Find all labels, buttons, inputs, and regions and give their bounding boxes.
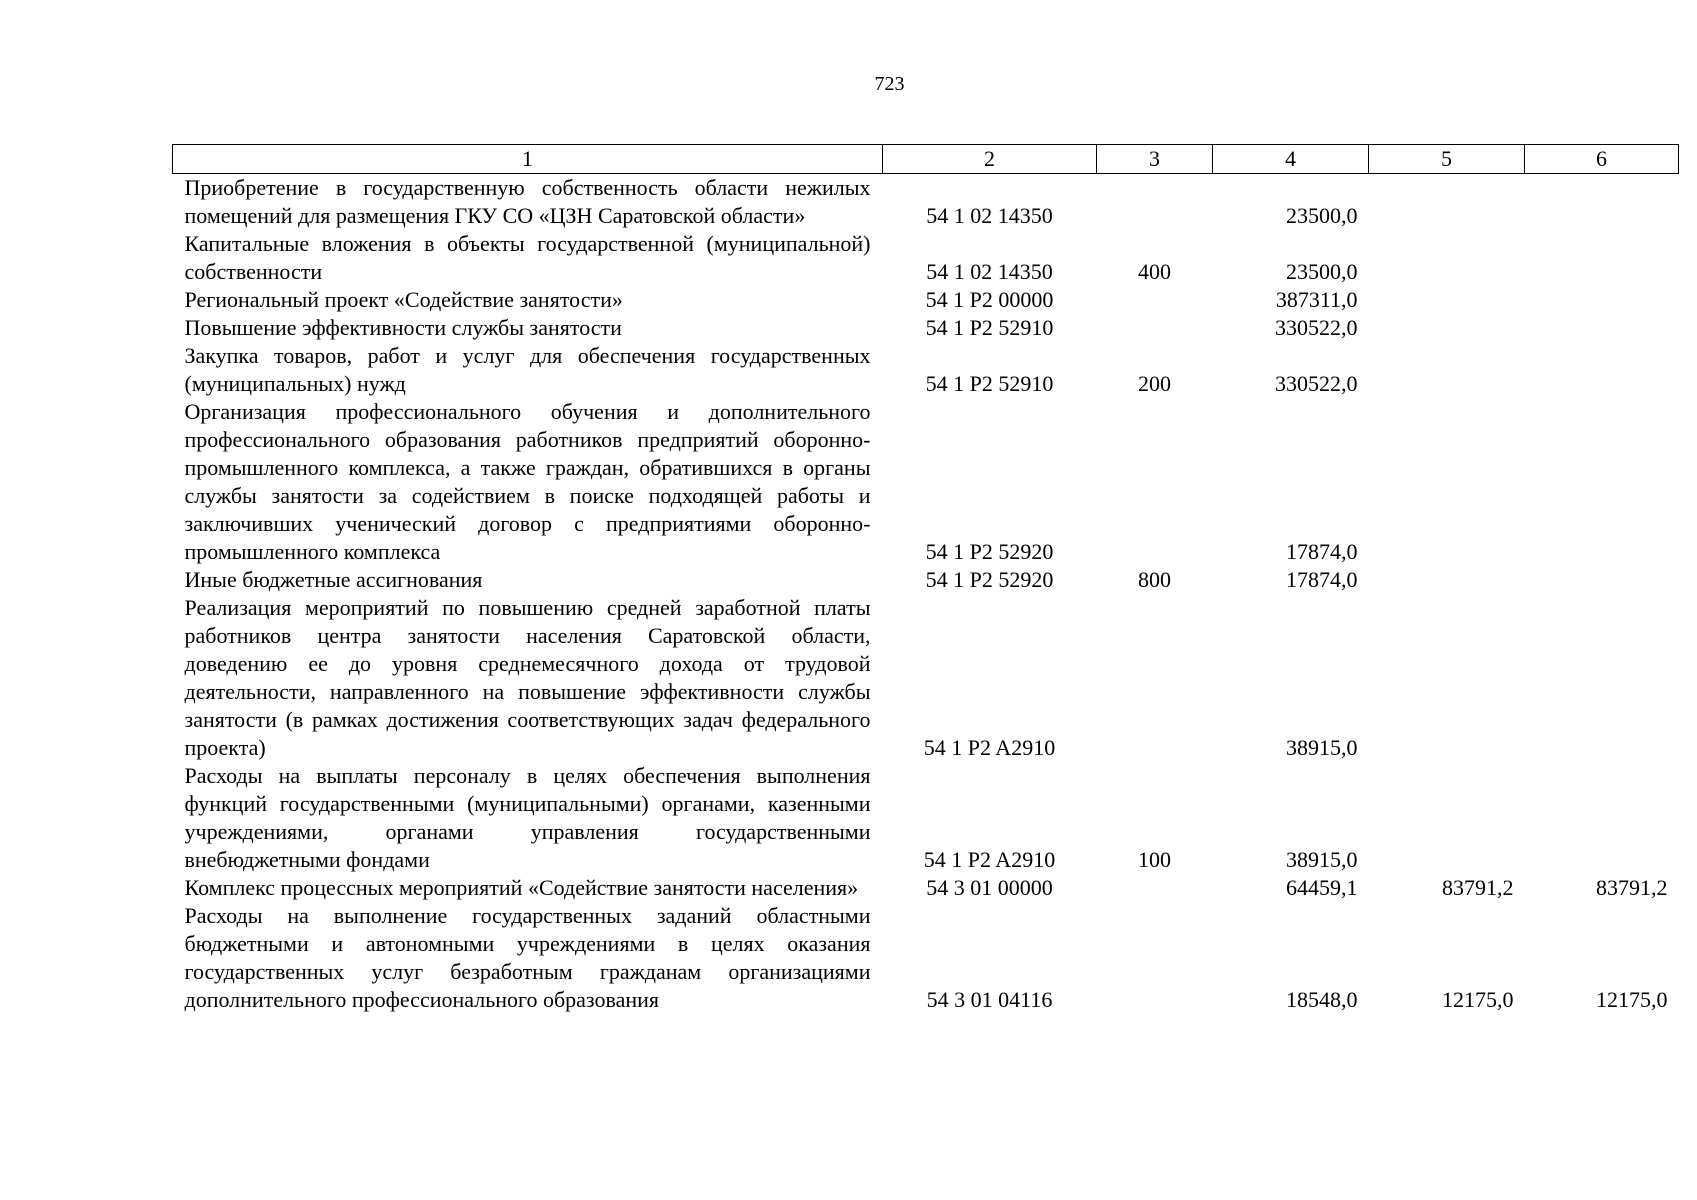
row-name: Реализация мероприятий по повышению средней заработной платы работников центра занятости населения Саратовской области, доведению ее до уровня среднемесячного дохода от трудовой деятельности, направленного на повышение эффективности службы занятости (в рамках достижения соответствующих задач федерального проекта) <box>184 595 871 760</box>
row-code: 54 1 P2 52920 <box>925 567 1054 592</box>
row-name: Расходы на выплаты персоналу в целях обеспечения выполнения функций государственными (муниципальными) органами, казенными учреждениями, органами управления государственными внебюджетными фондами <box>184 763 871 872</box>
row-value-1: 330522,0 <box>1275 371 1358 396</box>
row-name: Капитальные вложения в объекты государственной (муниципальной) собственности <box>184 231 871 284</box>
row-value-1: 387311,0 <box>1275 287 1358 312</box>
column-header-4: 4 <box>1213 145 1369 174</box>
row-value-1: 38915,0 <box>1286 735 1358 760</box>
row-value-1: 23500,0 <box>1286 259 1358 284</box>
row-code: 54 1 P2 52910 <box>925 371 1054 396</box>
table-row <box>173 314 1679 342</box>
row-value-3 <box>1525 762 1679 874</box>
table-row <box>173 594 1679 762</box>
table-row <box>173 174 1679 231</box>
row-code: 54 1 P2 A2910 <box>923 735 1056 760</box>
row-name: Повышение эффективности службы занятости <box>184 315 622 340</box>
row-type <box>1097 594 1213 762</box>
row-value-2: 83791,2 <box>1442 875 1514 900</box>
row-value-2 <box>1369 230 1525 286</box>
table-row <box>173 398 1679 566</box>
table-row <box>173 230 1679 286</box>
row-value-1: 38915,0 <box>1286 847 1358 872</box>
column-header-5: 5 <box>1369 145 1525 174</box>
row-value-2: 12175,0 <box>1442 987 1514 1012</box>
column-header-1: 1 <box>173 145 883 174</box>
row-code: 54 1 P2 00000 <box>925 287 1054 312</box>
row-name: Организация профессионального обучения и дополнительного профессионального образования работников предприятий оборонно-промышленного комплекса, а также граждан, обратившихся в органы службы занятости за содействием в поиске подходящей работы и заключивших ученический договор с предприятиями оборонно-промышленного комплекса <box>184 399 871 564</box>
row-value-2 <box>1369 566 1525 594</box>
row-value-1: 18548,0 <box>1286 987 1358 1012</box>
row-value-3 <box>1525 286 1679 314</box>
row-type <box>1097 874 1213 902</box>
row-value-3: 12175,0 <box>1596 987 1668 1012</box>
table-row <box>173 286 1679 314</box>
row-code: 54 1 P2 52920 <box>925 539 1054 564</box>
budget-table <box>172 144 1679 1014</box>
row-type <box>1097 398 1213 566</box>
row-value-3 <box>1525 594 1679 762</box>
row-name: Иные бюджетные ассигнования <box>184 567 483 592</box>
row-code: 54 3 01 00000 <box>926 875 1053 900</box>
row-code: 54 3 01 04116 <box>926 987 1053 1012</box>
row-name: Комплекс процессных мероприятий «Содействие занятости населения» <box>184 875 859 900</box>
row-value-1: 17874,0 <box>1286 567 1358 592</box>
table-row <box>173 762 1679 874</box>
row-code: 54 1 P2 A2910 <box>923 847 1056 872</box>
row-value-2 <box>1369 594 1525 762</box>
header-row <box>173 145 1679 174</box>
row-value-3 <box>1525 230 1679 286</box>
row-type: 200 <box>1138 371 1171 396</box>
row-value-2 <box>1369 762 1525 874</box>
table-header <box>173 145 1679 174</box>
row-value-2 <box>1369 342 1525 398</box>
row-type <box>1097 902 1213 1014</box>
row-value-3 <box>1525 174 1679 231</box>
row-type <box>1097 314 1213 342</box>
row-code: 54 1 02 14350 <box>926 259 1053 284</box>
row-type: 100 <box>1138 847 1171 872</box>
page-number: 723 <box>874 73 905 95</box>
row-value-2 <box>1369 314 1525 342</box>
row-value-3 <box>1525 314 1679 342</box>
column-header-6: 6 <box>1525 145 1679 174</box>
row-value-1: 330522,0 <box>1275 315 1358 340</box>
row-value-3 <box>1525 342 1679 398</box>
row-code: 54 1 02 14350 <box>926 203 1053 228</box>
row-value-3 <box>1525 566 1679 594</box>
table-body <box>173 174 1679 1015</box>
row-type <box>1097 174 1213 231</box>
row-value-1: 64459,1 <box>1286 875 1358 900</box>
row-value-2 <box>1369 174 1525 231</box>
row-value-1: 23500,0 <box>1286 203 1358 228</box>
table-row <box>173 902 1679 1014</box>
column-header-3: 3 <box>1097 145 1213 174</box>
row-name: Региональный проект «Содействие занятости» <box>184 287 623 312</box>
row-code: 54 1 P2 52910 <box>925 315 1054 340</box>
row-name: Приобретение в государственную собственность области нежилых помещений для размещения ГКУ СО «ЦЗН Саратовской области» <box>184 175 871 228</box>
table-row <box>173 342 1679 398</box>
row-type: 400 <box>1138 259 1171 284</box>
table-row <box>173 566 1679 594</box>
row-value-1: 17874,0 <box>1286 539 1358 564</box>
row-value-3: 83791,2 <box>1596 875 1668 900</box>
row-name: Расходы на выполнение государственных заданий областными бюджетными и автономными учреждениями в целях оказания государственных услуг безработным гражданам организациями дополнительного профессионального образования <box>184 903 871 1012</box>
row-type <box>1097 286 1213 314</box>
row-name: Закупка товаров, работ и услуг для обеспечения государственных (муниципальных) нужд <box>184 343 871 396</box>
column-header-2: 2 <box>883 145 1097 174</box>
row-value-2 <box>1369 286 1525 314</box>
row-type: 800 <box>1138 567 1171 592</box>
row-value-3 <box>1525 398 1679 566</box>
row-value-2 <box>1369 398 1525 566</box>
table-row <box>173 874 1679 902</box>
